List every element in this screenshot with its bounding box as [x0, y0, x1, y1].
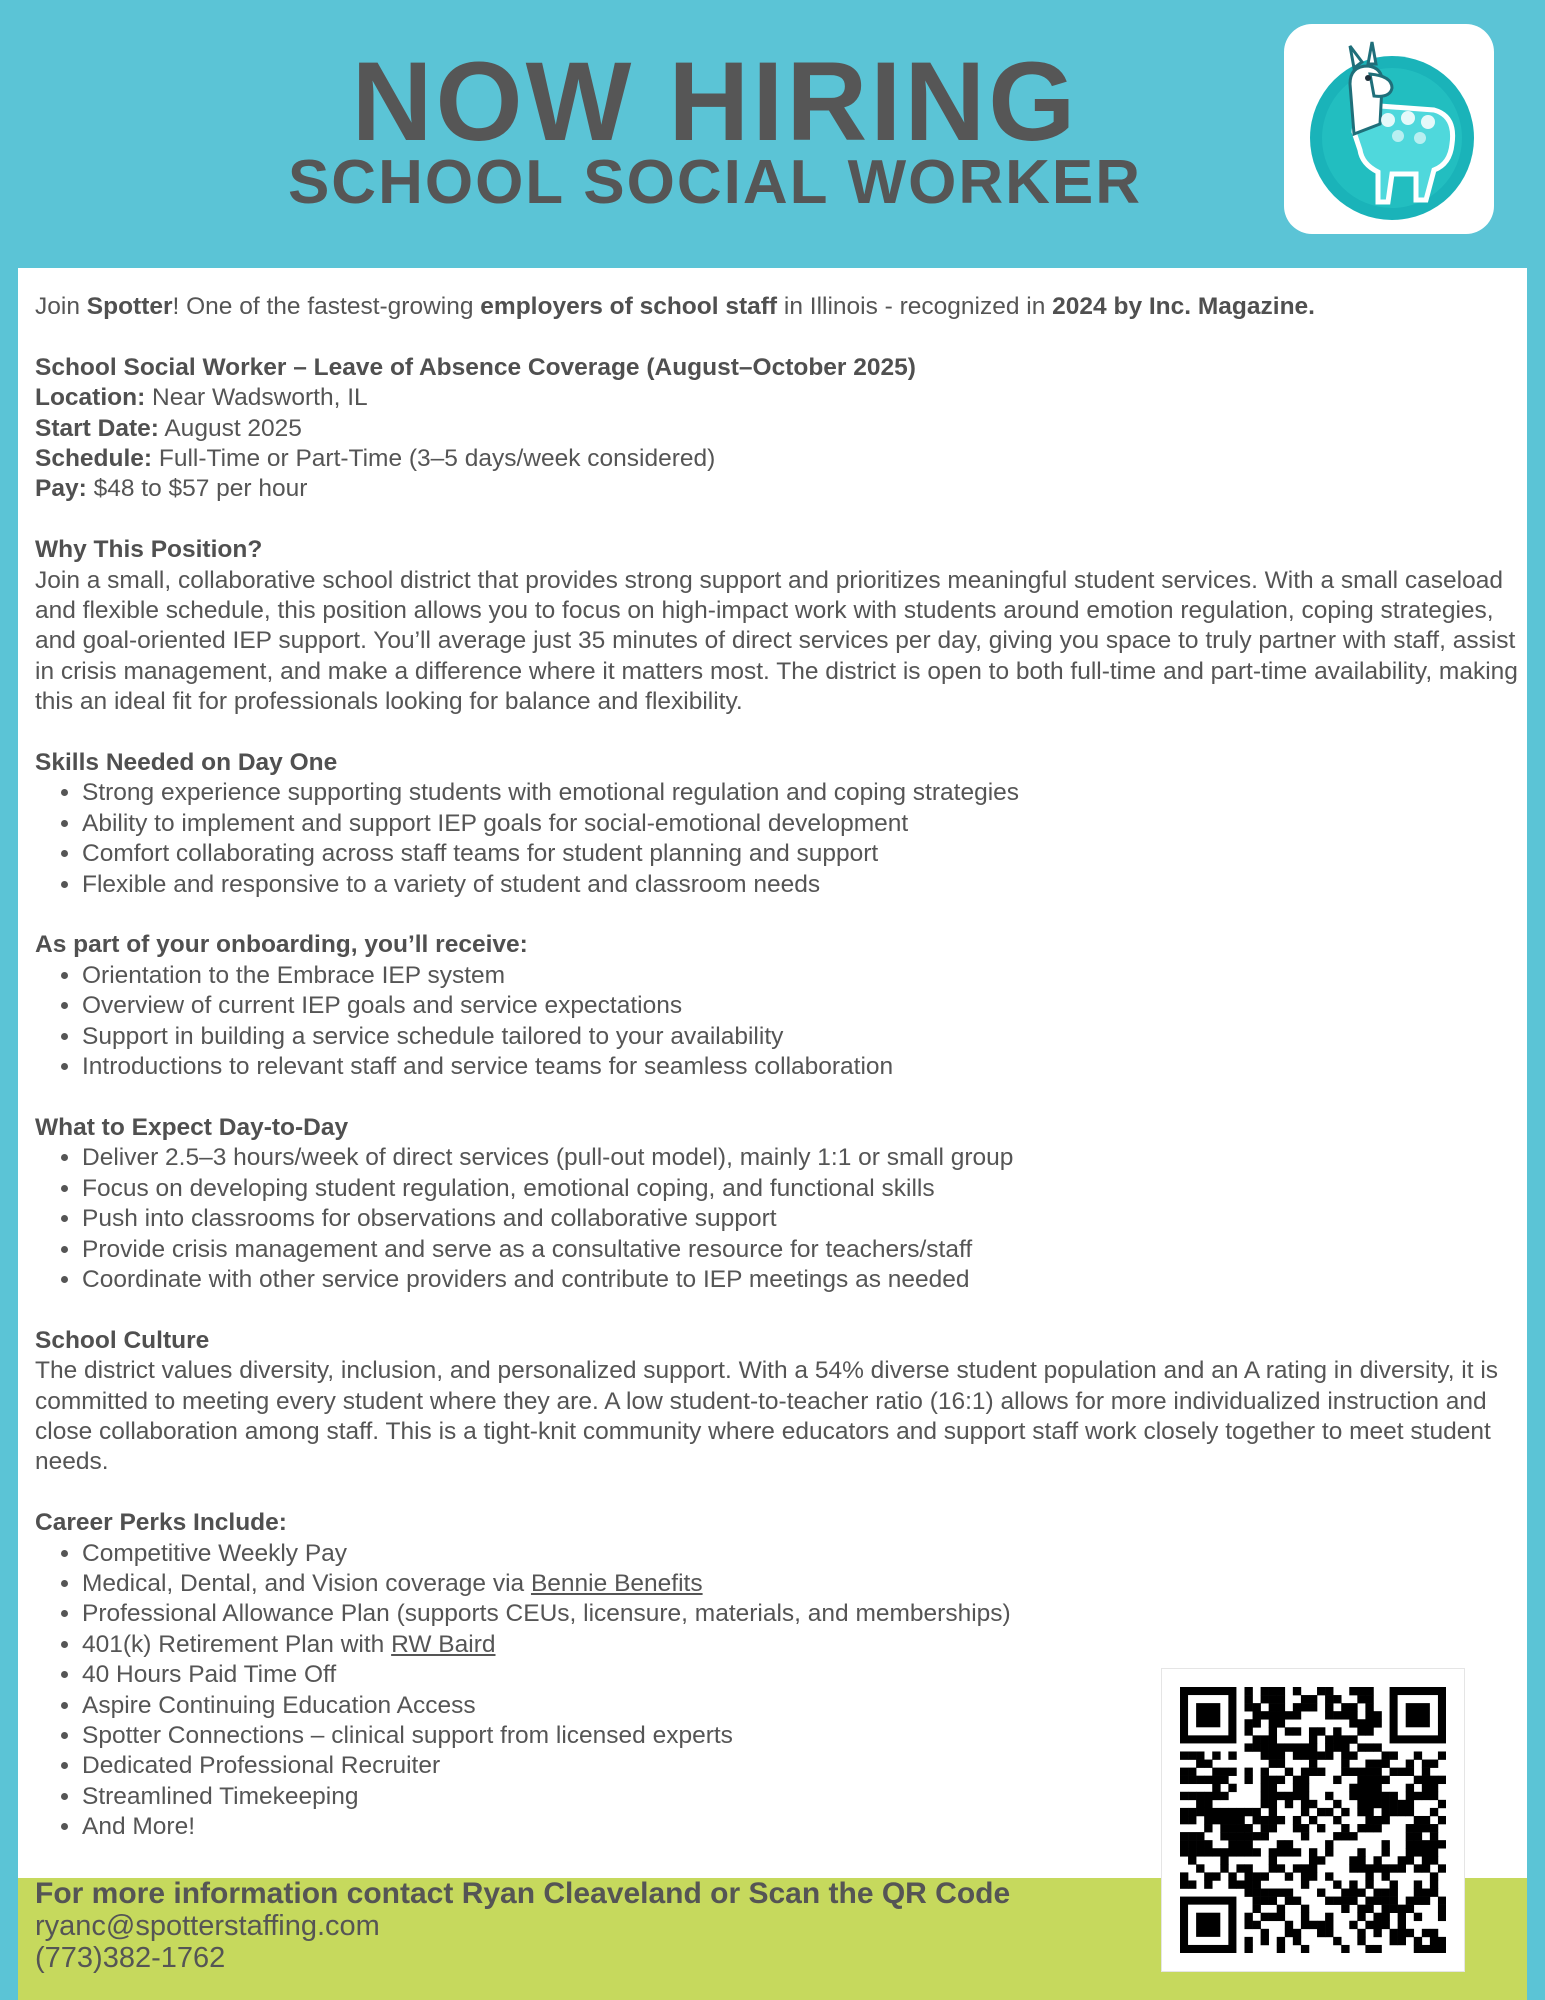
section-heading-skills: Skills Needed on Day One [35, 749, 338, 777]
recognition-highlight: 2024 by Inc. Magazine. [1052, 293, 1315, 320]
job-title: School Social Worker – Leave of Absence Coverage (August–October 2025) [35, 353, 916, 381]
qr-code[interactable] [1161, 1668, 1465, 1972]
intro-text: in Illinois - recognized in [777, 293, 1053, 320]
rw-baird-link[interactable]: RW Baird [391, 1630, 496, 1658]
company-logo [1284, 24, 1494, 234]
contact-heading: For more information contact Ryan Cleaveland or Scan the QR Code [35, 1877, 1011, 1910]
section-heading-why: Why This Position? [35, 536, 263, 564]
field-value: Near Wadsworth, IL [145, 384, 368, 412]
contact-phone[interactable]: (773)382-1762 [35, 1942, 226, 1974]
list-item: • Dedicated Professional Recruiter [82, 1751, 1525, 1781]
field-value: Full-Time or Part-Time (3–5 days/week considered) [152, 445, 716, 473]
why-paragraph: Join a small, collaborative school district that provides strong support and prioritizes meaningful student services. With a small caseload and flexible schedule, this position allows you to focus on high-impact work with students around emotion regulation, coping strategies, and goal-oriented IEP support. You’ll average just 35 minutes of direct services per day, giving you space to truly partner with staff, assist in crisis management, and make a difference where it matters most. The district is open to both full-time and part-time availability, making this an ideal fit for professionals looking for balance and flexibility. [35, 566, 1518, 716]
list-item: • Streamlined Timekeeping [82, 1782, 1525, 1812]
llama-icon [1284, 24, 1494, 234]
bennie-benefits-link[interactable]: Bennie Benefits [530, 1569, 703, 1597]
contact-block [35, 1878, 1010, 1974]
list-item: • And More! [82, 1812, 1525, 1842]
company-name: Spotter [86, 293, 173, 320]
list-item: • Ability to implement and support IEP goals for social-emotional development [82, 809, 1525, 839]
field-label: Pay: [35, 475, 87, 503]
job-start-date [35, 414, 1525, 444]
list-item: • Flexible and responsive to a variety of student and classroom needs [82, 870, 1525, 900]
list-item: • Professional Allowance Plan (supports CEUs, licensure, materials, and memberships) [82, 1599, 1525, 1629]
section-heading-expect: What to Expect Day-to-Day [35, 1113, 349, 1141]
job-pay [35, 474, 1525, 504]
job-location [35, 383, 1525, 413]
field-value: $48 to $57 per hour [86, 475, 308, 503]
list-item: • Support in building a service schedule tailored to your availability [82, 1022, 1525, 1052]
skills-list [35, 778, 1525, 900]
intro-text: Join [35, 293, 87, 320]
expect-list [35, 1143, 1525, 1295]
field-label: Schedule: [35, 445, 153, 473]
list-item: • Orientation to the Embrace IEP system [82, 961, 1525, 991]
list-item: • Competitive Weekly Pay [82, 1539, 1525, 1569]
section-heading-culture: School Culture [35, 1326, 210, 1354]
onboarding-list [35, 961, 1525, 1083]
contact-email[interactable]: ryanc@spotterstaffing.com [35, 1910, 380, 1942]
list-item: • Overview of current IEP goals and service expectations [82, 991, 1525, 1021]
field-label: Start Date: [35, 414, 159, 442]
list-item-text: Medical, Dental, and Vision coverage via [82, 1569, 531, 1597]
field-value: August 2025 [158, 414, 302, 442]
field-label: Location: [35, 384, 146, 412]
list-item: • Comfort collaborating across staff teams for student planning and support [82, 839, 1525, 869]
page-title: NOW HIRING [351, 39, 1079, 164]
list-item: • Push into classrooms for observations and collaborative support [82, 1204, 1525, 1234]
list-item: • Coordinate with other service providers and contribute to IEP meetings as needed [82, 1265, 1525, 1295]
list-item: • Focus on developing student regulation, emotional coping, and functional skills [82, 1174, 1525, 1204]
intro-paragraph [35, 292, 1525, 322]
qr-code-icon [1180, 1687, 1446, 1953]
list-item: • Spotter Connections – clinical support from licensed experts [82, 1721, 1525, 1751]
job-schedule [35, 444, 1525, 474]
list-item: • 40 Hours Paid Time Off [82, 1660, 1525, 1690]
section-heading-onboarding: As part of your onboarding, you’ll receive: [35, 931, 528, 959]
list-item: • Provide crisis management and serve as a consultative resource for teachers/staff [82, 1235, 1525, 1265]
section-heading-perks: Career Perks Include: [35, 1509, 287, 1537]
list-item [82, 1569, 1525, 1599]
page-subtitle: SCHOOL SOCIAL WORKER [287, 148, 1143, 217]
list-item: • Strong experience supporting students with emotional regulation and coping strategies [82, 778, 1525, 808]
list-item: • Deliver 2.5–3 hours/week of direct services (pull-out model), mainly 1:1 or small group [82, 1143, 1525, 1173]
job-description-panel [18, 268, 1527, 1878]
culture-paragraph: The district values diversity, inclusion, and personalized support. With a 54% diverse student population and an A rating in diversity, it is committed to meeting every student where they are. A low student-to-teacher ratio (16:1) allows for more individualized instruction and close collaboration among staff. This is a tight-knit community where educators and support staff work closely together to meet student needs. [35, 1357, 1499, 1476]
intro-text: ! One of the fastest-growing [172, 293, 481, 320]
intro-highlight: employers of school staff [480, 293, 778, 320]
list-item: • Introductions to relevant staff and service teams for seamless collaboration [82, 1052, 1525, 1082]
job-description-text [35, 292, 1525, 1843]
list-item-text: 401(k) Retirement Plan with [82, 1630, 392, 1658]
list-item: • Aspire Continuing Education Access [82, 1691, 1525, 1721]
header-banner [0, 0, 1545, 268]
list-item [82, 1630, 1525, 1660]
